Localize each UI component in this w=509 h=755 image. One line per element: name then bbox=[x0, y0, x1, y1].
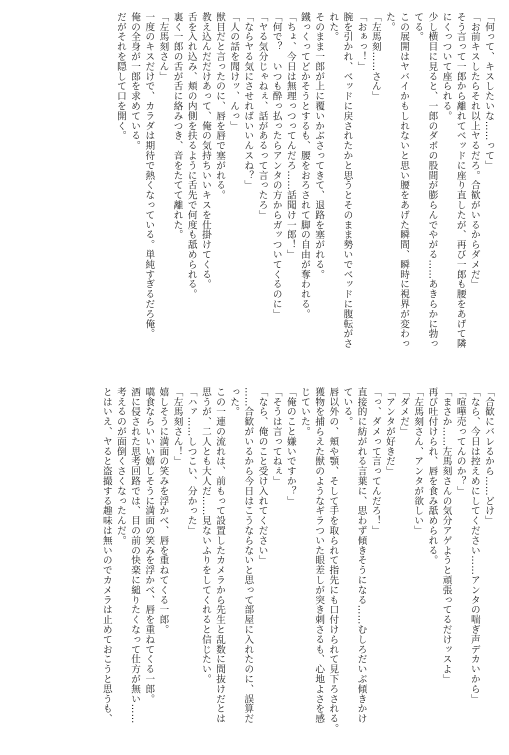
text-line: じていた。 bbox=[298, 387, 310, 437]
text-line: 「っ、ダメって言ってんだろ！」 bbox=[369, 387, 381, 536]
text-line: 「何で？ いつも酔っ払ったらアンタの方からガッついてくるのに」 bbox=[270, 12, 282, 319]
text-line: 少し横目に見ると、一郎のダボの股間が膨らんでやがる……あきらかに勃っ bbox=[426, 12, 438, 349]
text-line: 一度のキスだけで、カラダは期待で熱くなっている。単純すぎるだろ俺。 bbox=[143, 12, 155, 339]
text-line: 教え込んだだけあって、俺の気持ちいいキスを仕掛けてくる。 bbox=[199, 12, 211, 290]
text-line: れた。 bbox=[327, 12, 339, 42]
text-line: そのまま一郎が上に覆いかぶさってきて、退路を塞がれる。 bbox=[313, 12, 325, 280]
text-line: 「アンタが好きだ」 bbox=[383, 387, 395, 477]
text-line: ……合歓がいるから今日はこうならないと思って部屋に入れたのに、誤算だ bbox=[242, 387, 254, 724]
text-line: 「お前キスしたらそれ以上ヤるだろ。合歓がいるからダメだ」 bbox=[468, 12, 480, 290]
text-line: 舌を入れ込み、頬の内側を扶るように舌先で何度も舐められる。 bbox=[185, 12, 197, 300]
text-line: 「左馬刻さん」 bbox=[157, 12, 169, 82]
text-line: 「ヤる気分じゃねぇ、話があるって言ったろ」 bbox=[256, 12, 268, 220]
text-line: 腕を引かれ、ベッドに戻されたかと思うとそのまま勢いでベッドに腹転がさ bbox=[341, 12, 353, 349]
text-line: 再び吐付けられ、唇を食み舐められる。 bbox=[426, 387, 438, 566]
text-line: 俺の全身が一郎を求めている。 bbox=[129, 12, 141, 151]
text-line: 直接的に紡がれる言葉に、思わず傾きそうになる……むしろだいぶ傾きかけ bbox=[355, 387, 367, 724]
text-line: 「ダメだ」 bbox=[398, 387, 410, 437]
text-line: 「左馬刻……さん」 bbox=[369, 12, 381, 102]
text-line: 思うが、二人とも大人だ……見ないふりをしてくれると信じたい。 bbox=[199, 387, 211, 684]
text-line: 嚆食ならいいい嬉しそうに満面の笑みを浮かべ、唇を重ねてくる一郎。 bbox=[143, 387, 155, 704]
lower-text-block bbox=[13, 387, 495, 747]
text-line: とはいえ、ヤると盗撮する趣味は無いのでカメラは止めておこうと思うも、 bbox=[100, 387, 112, 724]
text-line: 「俺のこと嫌いですか？」 bbox=[284, 387, 296, 506]
text-line: 鐵っくってどかそうとするも、腰をおろされて脚の自由が奪われる。 bbox=[298, 12, 310, 319]
text-line: 「ちょ、今日は無理っつってんだろ……話聞け一郎！」 bbox=[284, 12, 296, 260]
text-line: 「ハァ……しつこい、分かった」 bbox=[185, 387, 197, 536]
text-line: 「なら、今日は控えめにしてください……アンタの喘ぎ声デカいから」 bbox=[468, 387, 480, 704]
text-line: 「そうは言ってねぇ」 bbox=[270, 387, 282, 486]
text-line: 「ならヤる気にさせればいいんスね？」 bbox=[242, 12, 254, 191]
text-line: この展開はヤバイかもしれないと思い腰をあげた瞬間、瞬時に視界が変わっ bbox=[398, 12, 410, 349]
text-line: 裏く一郎の舌が舌に絡みつき、音をたてて離れた。 bbox=[171, 12, 183, 240]
text-line: 「合歓にバレるから……どけ」 bbox=[483, 387, 494, 526]
text-line: 「まさか……左馬刻さんの気分アゲようと頑張ってるだけッスよ」 bbox=[440, 387, 452, 684]
text-line: そう言って一郎から離れてベッドに座り直したが、再び一郎も腰をあげて隣 bbox=[454, 12, 466, 349]
text-line: この一連の流れは、前もって設置したカメラから先生と乱数に間抜けだとは bbox=[214, 387, 226, 724]
text-line: 唇以外の、頬や顎、そして手を取られて指先にも口付けられて見下ろされる。 bbox=[327, 387, 339, 734]
text-line: た。 bbox=[383, 12, 395, 32]
text-line: ている。 bbox=[341, 387, 353, 427]
text-line: 「喧嘩売ってんのか？」 bbox=[454, 387, 466, 496]
text-line: 「人の話を聞けッ、んっ」 bbox=[228, 12, 240, 131]
text-line: 酒に侵された思考回路では、目の前の快楽に縋りたくなって仕方が無い…… bbox=[129, 387, 141, 724]
text-line: だがそれを隠して口を開く。 bbox=[114, 12, 126, 141]
upper-text-block bbox=[13, 12, 495, 357]
text-line: 考えるのが面倒くさくなったんだ。 bbox=[114, 387, 126, 546]
text-line: 「左馬刻さん！」 bbox=[171, 387, 183, 467]
text-line: 「何って、キスしたいな……って」 bbox=[483, 12, 494, 171]
text-line: 「おぁっ！」 bbox=[355, 12, 367, 72]
text-line: にくっついて座られる。 bbox=[440, 12, 452, 121]
text-line: 嬉しそうに満面の笑みを浮かべ、唇を重ねてくる一郎。 bbox=[157, 387, 169, 635]
text-line: 獣目だと言ったのに、唇を唇で塞がれる。 bbox=[214, 12, 226, 201]
text-line: 「左馬刻さん、アンタが欲しい」 bbox=[412, 387, 424, 536]
text-line: てる。 bbox=[412, 12, 424, 42]
text-line: 獲物を捕らえた獣のようなギラついた眼差しが突き刺さるも、心地よさを感 bbox=[313, 387, 325, 724]
text-line: った。 bbox=[228, 387, 240, 417]
text-line: 「なら、俺のこと受け入れてください」 bbox=[256, 387, 268, 566]
